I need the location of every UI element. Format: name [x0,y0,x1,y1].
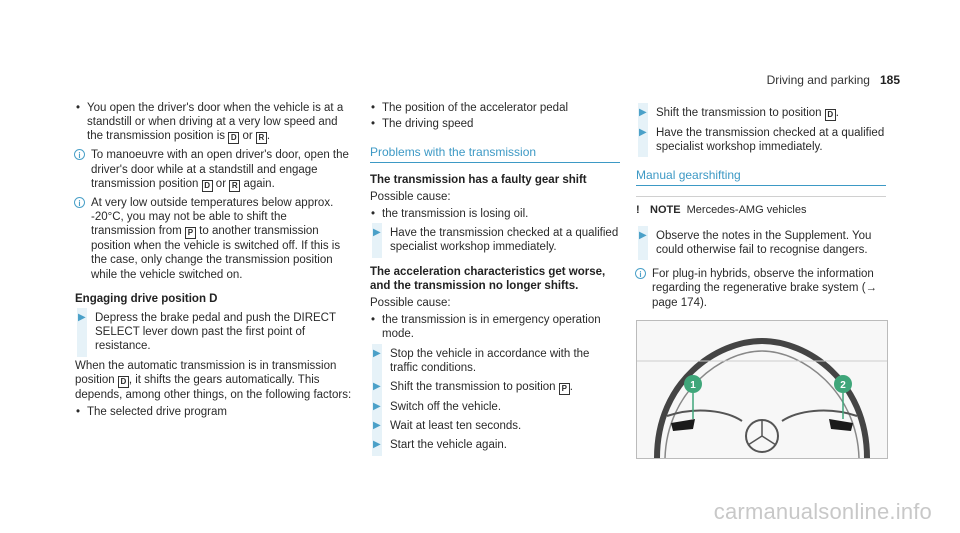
page-reference-link[interactable]: (→ page 174). [652,282,878,309]
instruction-step: ▶ Depress the brake pedal and push the DIRECT SELECT lever down past the first point of resistance. [75,311,353,354]
list-item: • the transmission is in emergency operation mode. [370,313,620,341]
instruction-step: ▶ Shift the transmission to position D . [636,106,886,121]
info-note: i To manoeuvre with an open driver's door, open the driver's door while at a standstill and engage transmission position D or R again. [75,148,353,191]
note-heading: ! NOTE Mercedes-AMG vehicles [636,203,807,216]
page-header [767,73,900,87]
section-title: Problems with the transmission [370,145,620,162]
callout-1-label: 1 [690,379,696,391]
column-1 [75,101,353,421]
info-note: i For plug-in hybrids, observe the information regarding the regenerative brake system (→ page 174). [636,267,886,310]
header-section: Driving and parking [766,73,870,87]
transmission-d-key: D [228,132,239,144]
cause-label: Possible cause: [370,190,451,203]
step-arrow-icon: ▶ [373,347,381,359]
list-item: • the transmission is losing oil. [370,207,620,221]
steering-wheel-drawing [637,321,887,458]
subsection-heading: Engaging drive position D [75,292,218,305]
watermark: carmanualsonline.info [713,499,932,524]
instruction-step: ▶ Wait at least ten seconds. [370,419,620,433]
step-arrow-icon: ▶ [373,227,381,239]
cause-label: Possible cause: [370,297,451,310]
instruction-step: ▶ Stop the vehicle in accordance with the traffic conditions. [370,347,620,375]
steering-wheel-illustration [636,320,888,459]
list-item: • The selected drive program [75,405,353,419]
step-arrow-icon: ▶ [373,439,381,451]
transmission-d-key: D [825,109,836,121]
step-arrow-icon: ▶ [373,401,381,413]
instruction-step: ▶ Have the transmission checked at a qualified specialist workshop immediately. [636,126,886,154]
list-item: • The driving speed [370,117,620,131]
body-paragraph: When the automatic transmission is in transmission position D , it shifts the gears automatically. This depends, among other things, on the following factors: [75,359,352,401]
section-title: Manual gearshifting [636,168,886,185]
step-arrow-icon: ▶ [373,420,381,432]
subsection-heading: The acceleration characteristics get worse, and the transmission no longer shifts. [370,265,606,292]
column-3 [636,101,886,459]
instruction-step: ▶ Start the vehicle again. [370,438,620,452]
transmission-d-key: D [118,376,129,388]
step-arrow-icon: ▶ [373,381,381,393]
info-icon: i [635,268,646,279]
subsection-heading: The transmission has a faulty gear shift [370,173,587,186]
info-note: i At very low outside temperatures below approx. -20°C, you may not be able to shift the transmission from P to another transmission position when the vehicle is switched off. If this is the case, only change the transmission position while the vehicle switched on. [75,196,353,282]
list-item: • The position of the accelerator pedal [370,101,620,115]
callout-2-label: 2 [840,379,846,391]
transmission-p-key: P [185,227,196,239]
list-item: • You open the driver's door when the vehicle is at a standstill or when driving at a very low speed and the transmission position is D or R . [75,101,353,144]
info-icon: i [74,149,85,160]
transmission-p-key: P [559,383,570,395]
step-arrow-icon: ▶ [78,312,86,324]
info-icon: i [74,197,85,208]
transmission-r-key: R [229,180,240,192]
transmission-d-key: D [202,180,213,192]
page-number: 185 [879,73,900,87]
instruction-step: ▶ Observe the notes in the Supplement. You could otherwise fail to recognise dangers. [636,229,886,257]
transmission-r-key: R [256,132,267,144]
step-arrow-icon: ▶ [639,229,647,241]
instruction-step: ▶ Shift the transmission to position P . [370,380,620,395]
step-arrow-icon: ▶ [639,127,647,138]
step-arrow-icon: ▶ [639,107,647,118]
column-2 [370,101,620,458]
instruction-step: ▶ Switch off the vehicle. [370,400,620,414]
note-box [636,196,886,258]
instruction-step: ▶ Have the transmission checked at a qualified specialist workshop immediately. [370,226,620,254]
warning-icon: ! [636,203,640,216]
